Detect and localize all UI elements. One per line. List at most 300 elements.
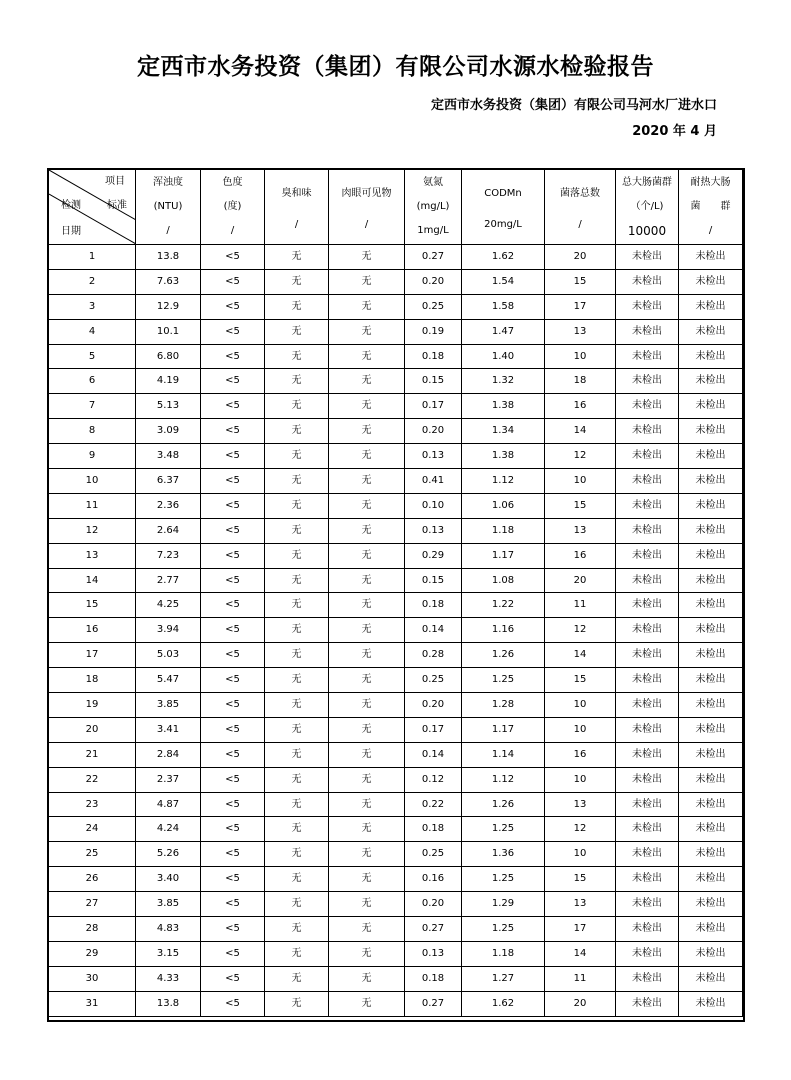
cell-thermo-coliform: 未检出	[679, 991, 743, 1016]
col-std: /	[708, 225, 713, 236]
cell-turbidity: 3.94	[136, 618, 201, 643]
cell-codmn: 1.18	[462, 518, 545, 543]
table-row	[49, 245, 743, 270]
cell-turbidity: 3.85	[136, 693, 201, 718]
cell-color: <5	[201, 419, 265, 444]
cell-codmn: 1.25	[462, 917, 545, 942]
cell-odor: 无	[265, 717, 329, 742]
cell-codmn: 1.47	[462, 319, 545, 344]
cell-codmn: 1.62	[462, 991, 545, 1016]
col-std: 1mg/L	[417, 225, 449, 236]
cell-color: <5	[201, 394, 265, 419]
cell-day: 2	[49, 269, 136, 294]
cell-day: 19	[49, 693, 136, 718]
cell-colony-count: 12	[545, 444, 616, 469]
cell-codmn: 1.14	[462, 742, 545, 767]
report-subtitle: 定西市水务投资（集团）有限公司马河水厂进水口	[430, 98, 717, 113]
cell-coliform: 未检出	[616, 792, 679, 817]
cell-day: 25	[49, 842, 136, 867]
col-unit: (度)	[223, 201, 242, 212]
cell-visible-matter: 无	[329, 319, 405, 344]
cell-coliform: 未检出	[616, 344, 679, 369]
cell-thermo-coliform: 未检出	[679, 693, 743, 718]
cell-ammonia: 0.20	[405, 892, 462, 917]
cell-day: 30	[49, 966, 136, 991]
cell-thermo-coliform: 未检出	[679, 817, 743, 842]
cell-day: 22	[49, 767, 136, 792]
cell-color: <5	[201, 892, 265, 917]
cell-ammonia: 0.18	[405, 344, 462, 369]
cell-codmn: 1.38	[462, 444, 545, 469]
col-unit: (NTU)	[153, 201, 183, 212]
cell-day: 24	[49, 817, 136, 842]
cell-colony-count: 15	[545, 269, 616, 294]
cell-codmn: 1.34	[462, 419, 545, 444]
cell-coliform: 未检出	[616, 643, 679, 668]
cell-thermo-coliform: 未检出	[679, 568, 743, 593]
cell-ammonia: 0.20	[405, 269, 462, 294]
cell-visible-matter: 无	[329, 767, 405, 792]
cell-day: 14	[49, 568, 136, 593]
table-row	[49, 792, 743, 817]
cell-odor: 无	[265, 319, 329, 344]
cell-day: 5	[49, 344, 136, 369]
water-test-table	[48, 169, 743, 1017]
cell-ammonia: 0.29	[405, 543, 462, 568]
cell-color: <5	[201, 568, 265, 593]
cell-visible-matter: 无	[329, 668, 405, 693]
col-header-color	[201, 170, 265, 245]
col-header-odor	[265, 170, 329, 245]
cell-coliform: 未检出	[616, 618, 679, 643]
cell-colony-count: 20	[545, 568, 616, 593]
table-row	[49, 991, 743, 1016]
col-unit: 菌 群	[690, 201, 731, 212]
cell-ammonia: 0.18	[405, 593, 462, 618]
cell-visible-matter: 无	[329, 344, 405, 369]
cell-visible-matter: 无	[329, 245, 405, 270]
cell-turbidity: 3.40	[136, 867, 201, 892]
cell-colony-count: 17	[545, 294, 616, 319]
cell-codmn: 1.40	[462, 344, 545, 369]
cell-turbidity: 7.63	[136, 269, 201, 294]
cell-day: 8	[49, 419, 136, 444]
cell-ammonia: 0.27	[405, 991, 462, 1016]
table-row	[49, 941, 743, 966]
cell-ammonia: 0.20	[405, 419, 462, 444]
cell-odor: 无	[265, 941, 329, 966]
cell-codmn: 1.12	[462, 469, 545, 494]
cell-thermo-coliform: 未检出	[679, 792, 743, 817]
cell-coliform: 未检出	[616, 842, 679, 867]
cell-codmn: 1.54	[462, 269, 545, 294]
cell-visible-matter: 无	[329, 742, 405, 767]
cell-color: <5	[201, 269, 265, 294]
cell-coliform: 未检出	[616, 269, 679, 294]
cell-turbidity: 5.03	[136, 643, 201, 668]
cell-odor: 无	[265, 643, 329, 668]
cell-color: <5	[201, 369, 265, 394]
cell-colony-count: 13	[545, 892, 616, 917]
cell-day: 16	[49, 618, 136, 643]
cell-turbidity: 2.64	[136, 518, 201, 543]
cell-codmn: 1.17	[462, 717, 545, 742]
col-name: 耐热大肠	[690, 177, 731, 188]
cell-coliform: 未检出	[616, 419, 679, 444]
cell-thermo-coliform: 未检出	[679, 469, 743, 494]
cell-coliform: 未检出	[616, 668, 679, 693]
cell-coliform: 未检出	[616, 941, 679, 966]
cell-codmn: 1.58	[462, 294, 545, 319]
cell-turbidity: 5.13	[136, 394, 201, 419]
cell-thermo-coliform: 未检出	[679, 618, 743, 643]
col-name: 菌落总数	[560, 188, 600, 199]
table-row	[49, 693, 743, 718]
cell-codmn: 1.17	[462, 543, 545, 568]
cell-color: <5	[201, 693, 265, 718]
cell-coliform: 未检出	[616, 493, 679, 518]
cell-day: 18	[49, 668, 136, 693]
cell-ammonia: 0.13	[405, 444, 462, 469]
cell-day: 4	[49, 319, 136, 344]
table-row	[49, 742, 743, 767]
cell-visible-matter: 无	[329, 917, 405, 942]
col-header-thermo-coliform	[679, 170, 743, 245]
table-row	[49, 717, 743, 742]
cell-colony-count: 10	[545, 767, 616, 792]
cell-thermo-coliform: 未检出	[679, 543, 743, 568]
cell-thermo-coliform: 未检出	[679, 966, 743, 991]
cell-ammonia: 0.19	[405, 319, 462, 344]
col-std: /	[364, 219, 369, 230]
cell-odor: 无	[265, 245, 329, 270]
col-std: /	[578, 219, 582, 230]
col-header-codmn	[462, 170, 545, 245]
table-row	[49, 269, 743, 294]
col-std: 20mg/L	[484, 219, 522, 230]
cell-codmn: 1.26	[462, 792, 545, 817]
cell-odor: 无	[265, 444, 329, 469]
cell-visible-matter: 无	[329, 568, 405, 593]
cell-codmn: 1.36	[462, 842, 545, 867]
cell-visible-matter: 无	[329, 817, 405, 842]
cell-coliform: 未检出	[616, 369, 679, 394]
table-row	[49, 842, 743, 867]
cell-turbidity: 3.48	[136, 444, 201, 469]
cell-turbidity: 2.84	[136, 742, 201, 767]
cell-thermo-coliform: 未检出	[679, 643, 743, 668]
cell-coliform: 未检出	[616, 767, 679, 792]
cell-ammonia: 0.18	[405, 817, 462, 842]
cell-day: 11	[49, 493, 136, 518]
cell-ammonia: 0.13	[405, 518, 462, 543]
cell-coliform: 未检出	[616, 917, 679, 942]
table-row	[49, 643, 743, 668]
cell-day: 12	[49, 518, 136, 543]
cell-color: <5	[201, 643, 265, 668]
cell-ammonia: 0.41	[405, 469, 462, 494]
cell-coliform: 未检出	[616, 742, 679, 767]
cell-color: <5	[201, 444, 265, 469]
table-row	[49, 369, 743, 394]
cell-visible-matter: 无	[329, 369, 405, 394]
cell-codmn: 1.38	[462, 394, 545, 419]
cell-colony-count: 10	[545, 842, 616, 867]
cell-thermo-coliform: 未检出	[679, 369, 743, 394]
header-corner-cell	[49, 170, 136, 245]
cell-odor: 无	[265, 518, 329, 543]
cell-day: 15	[49, 593, 136, 618]
cell-odor: 无	[265, 394, 329, 419]
cell-turbidity: 5.47	[136, 668, 201, 693]
cell-ammonia: 0.28	[405, 643, 462, 668]
col-header-turbidity	[136, 170, 201, 245]
cell-visible-matter: 无	[329, 867, 405, 892]
cell-coliform: 未检出	[616, 991, 679, 1016]
cell-thermo-coliform: 未检出	[679, 867, 743, 892]
col-header-visible	[329, 170, 405, 245]
col-name: 臭和味	[281, 188, 312, 199]
cell-turbidity: 3.09	[136, 419, 201, 444]
table-row	[49, 618, 743, 643]
cell-odor: 无	[265, 867, 329, 892]
cell-codmn: 1.62	[462, 245, 545, 270]
cell-color: <5	[201, 767, 265, 792]
table-row	[49, 917, 743, 942]
table-row	[49, 892, 743, 917]
corner-label-test: 检测	[61, 200, 81, 211]
cell-odor: 无	[265, 493, 329, 518]
cell-coliform: 未检出	[616, 245, 679, 270]
cell-visible-matter: 无	[329, 941, 405, 966]
cell-ammonia: 0.20	[405, 693, 462, 718]
cell-color: <5	[201, 817, 265, 842]
cell-ammonia: 0.25	[405, 842, 462, 867]
cell-day: 21	[49, 742, 136, 767]
col-name: 色度	[222, 177, 243, 188]
cell-color: <5	[201, 518, 265, 543]
cell-codmn: 1.08	[462, 568, 545, 593]
cell-odor: 无	[265, 668, 329, 693]
col-unit: （个/L)	[630, 201, 664, 212]
cell-day: 27	[49, 892, 136, 917]
col-name: CODMn	[484, 188, 522, 199]
cell-odor: 无	[265, 419, 329, 444]
table-row	[49, 867, 743, 892]
cell-visible-matter: 无	[329, 394, 405, 419]
cell-thermo-coliform: 未检出	[679, 493, 743, 518]
table-row	[49, 294, 743, 319]
cell-ammonia: 0.27	[405, 245, 462, 270]
cell-odor: 无	[265, 294, 329, 319]
cell-turbidity: 6.80	[136, 344, 201, 369]
corner-label-date: 日期	[61, 226, 81, 237]
cell-odor: 无	[265, 693, 329, 718]
cell-colony-count: 20	[545, 245, 616, 270]
cell-color: <5	[201, 941, 265, 966]
cell-colony-count: 10	[545, 693, 616, 718]
cell-visible-matter: 无	[329, 693, 405, 718]
cell-color: <5	[201, 792, 265, 817]
cell-colony-count: 12	[545, 817, 616, 842]
cell-codmn: 1.25	[462, 817, 545, 842]
cell-turbidity: 3.41	[136, 717, 201, 742]
cell-ammonia: 0.16	[405, 867, 462, 892]
table-row	[49, 518, 743, 543]
cell-turbidity: 3.15	[136, 941, 201, 966]
cell-ammonia: 0.25	[405, 294, 462, 319]
cell-ammonia: 0.10	[405, 493, 462, 518]
cell-visible-matter: 无	[329, 518, 405, 543]
cell-thermo-coliform: 未检出	[679, 892, 743, 917]
cell-codmn: 1.32	[462, 369, 545, 394]
cell-thermo-coliform: 未检出	[679, 319, 743, 344]
table-row	[49, 394, 743, 419]
cell-ammonia: 0.17	[405, 717, 462, 742]
cell-color: <5	[201, 991, 265, 1016]
cell-thermo-coliform: 未检出	[679, 941, 743, 966]
cell-colony-count: 14	[545, 643, 616, 668]
cell-color: <5	[201, 668, 265, 693]
cell-codmn: 1.06	[462, 493, 545, 518]
cell-codmn: 1.26	[462, 643, 545, 668]
table-row	[49, 444, 743, 469]
cell-odor: 无	[265, 269, 329, 294]
cell-day: 23	[49, 792, 136, 817]
table-header	[49, 170, 743, 245]
cell-visible-matter: 无	[329, 294, 405, 319]
cell-day: 31	[49, 991, 136, 1016]
cell-coliform: 未检出	[616, 543, 679, 568]
cell-color: <5	[201, 344, 265, 369]
cell-ammonia: 0.14	[405, 742, 462, 767]
cell-color: <5	[201, 543, 265, 568]
cell-visible-matter: 无	[329, 444, 405, 469]
cell-visible-matter: 无	[329, 892, 405, 917]
cell-color: <5	[201, 917, 265, 942]
cell-turbidity: 2.36	[136, 493, 201, 518]
cell-visible-matter: 无	[329, 543, 405, 568]
cell-thermo-coliform: 未检出	[679, 767, 743, 792]
cell-day: 13	[49, 543, 136, 568]
col-name: 浑浊度	[153, 177, 183, 188]
table-row	[49, 543, 743, 568]
cell-ammonia: 0.12	[405, 767, 462, 792]
cell-thermo-coliform: 未检出	[679, 518, 743, 543]
table-row	[49, 344, 743, 369]
cell-colony-count: 18	[545, 369, 616, 394]
table-row	[49, 419, 743, 444]
cell-color: <5	[201, 867, 265, 892]
cell-colony-count: 16	[545, 543, 616, 568]
cell-colony-count: 13	[545, 518, 616, 543]
cell-visible-matter: 无	[329, 717, 405, 742]
col-name: 氨氮	[423, 177, 443, 188]
cell-ammonia: 0.13	[405, 941, 462, 966]
cell-turbidity: 4.33	[136, 966, 201, 991]
cell-turbidity: 10.1	[136, 319, 201, 344]
cell-odor: 无	[265, 344, 329, 369]
cell-colony-count: 16	[545, 742, 616, 767]
cell-colony-count: 12	[545, 618, 616, 643]
cell-coliform: 未检出	[616, 568, 679, 593]
cell-odor: 无	[265, 817, 329, 842]
cell-codmn: 1.12	[462, 767, 545, 792]
cell-color: <5	[201, 469, 265, 494]
cell-odor: 无	[265, 369, 329, 394]
cell-odor: 无	[265, 469, 329, 494]
cell-visible-matter: 无	[329, 842, 405, 867]
cell-turbidity: 4.83	[136, 917, 201, 942]
cell-thermo-coliform: 未检出	[679, 394, 743, 419]
cell-day: 26	[49, 867, 136, 892]
col-header-colony	[545, 170, 616, 245]
cell-ammonia: 0.17	[405, 394, 462, 419]
cell-thermo-coliform: 未检出	[679, 668, 743, 693]
cell-color: <5	[201, 842, 265, 867]
cell-visible-matter: 无	[329, 419, 405, 444]
cell-codmn: 1.22	[462, 593, 545, 618]
cell-ammonia: 0.25	[405, 668, 462, 693]
cell-coliform: 未检出	[616, 394, 679, 419]
table-row	[49, 966, 743, 991]
table-row	[49, 668, 743, 693]
table-row	[49, 568, 743, 593]
cell-ammonia: 0.22	[405, 792, 462, 817]
cell-codmn: 1.16	[462, 618, 545, 643]
cell-turbidity: 4.19	[136, 369, 201, 394]
cell-colony-count: 15	[545, 867, 616, 892]
cell-turbidity: 13.8	[136, 991, 201, 1016]
col-name: 总大肠菌群	[622, 177, 672, 188]
cell-day: 20	[49, 717, 136, 742]
cell-color: <5	[201, 966, 265, 991]
cell-day: 1	[49, 245, 136, 270]
cell-day: 17	[49, 643, 136, 668]
cell-odor: 无	[265, 618, 329, 643]
cell-coliform: 未检出	[616, 518, 679, 543]
cell-color: <5	[201, 618, 265, 643]
cell-coliform: 未检出	[616, 319, 679, 344]
col-header-ammonia	[405, 170, 462, 245]
report-title: 定西市水务投资（集团）有限公司水源水检验报告	[137, 54, 654, 80]
cell-coliform: 未检出	[616, 966, 679, 991]
corner-label-item: 项目	[105, 176, 125, 187]
cell-colony-count: 10	[545, 469, 616, 494]
cell-ammonia: 0.27	[405, 917, 462, 942]
col-name: 肉眼可见物	[341, 188, 392, 199]
cell-coliform: 未检出	[616, 593, 679, 618]
cell-coliform: 未检出	[616, 892, 679, 917]
col-unit: (mg/L)	[416, 201, 450, 212]
cell-day: 28	[49, 917, 136, 942]
cell-coliform: 未检出	[616, 867, 679, 892]
cell-turbidity: 4.87	[136, 792, 201, 817]
col-std: /	[294, 219, 299, 230]
col-header-coliform	[616, 170, 679, 245]
report-date: 2020 年 4 月	[632, 124, 717, 139]
cell-odor: 无	[265, 767, 329, 792]
cell-odor: 无	[265, 842, 329, 867]
cell-turbidity: 5.26	[136, 842, 201, 867]
cell-odor: 无	[265, 742, 329, 767]
cell-color: <5	[201, 294, 265, 319]
cell-coliform: 未检出	[616, 444, 679, 469]
cell-thermo-coliform: 未检出	[679, 842, 743, 867]
cell-turbidity: 7.23	[136, 543, 201, 568]
cell-color: <5	[201, 319, 265, 344]
cell-turbidity: 4.25	[136, 593, 201, 618]
